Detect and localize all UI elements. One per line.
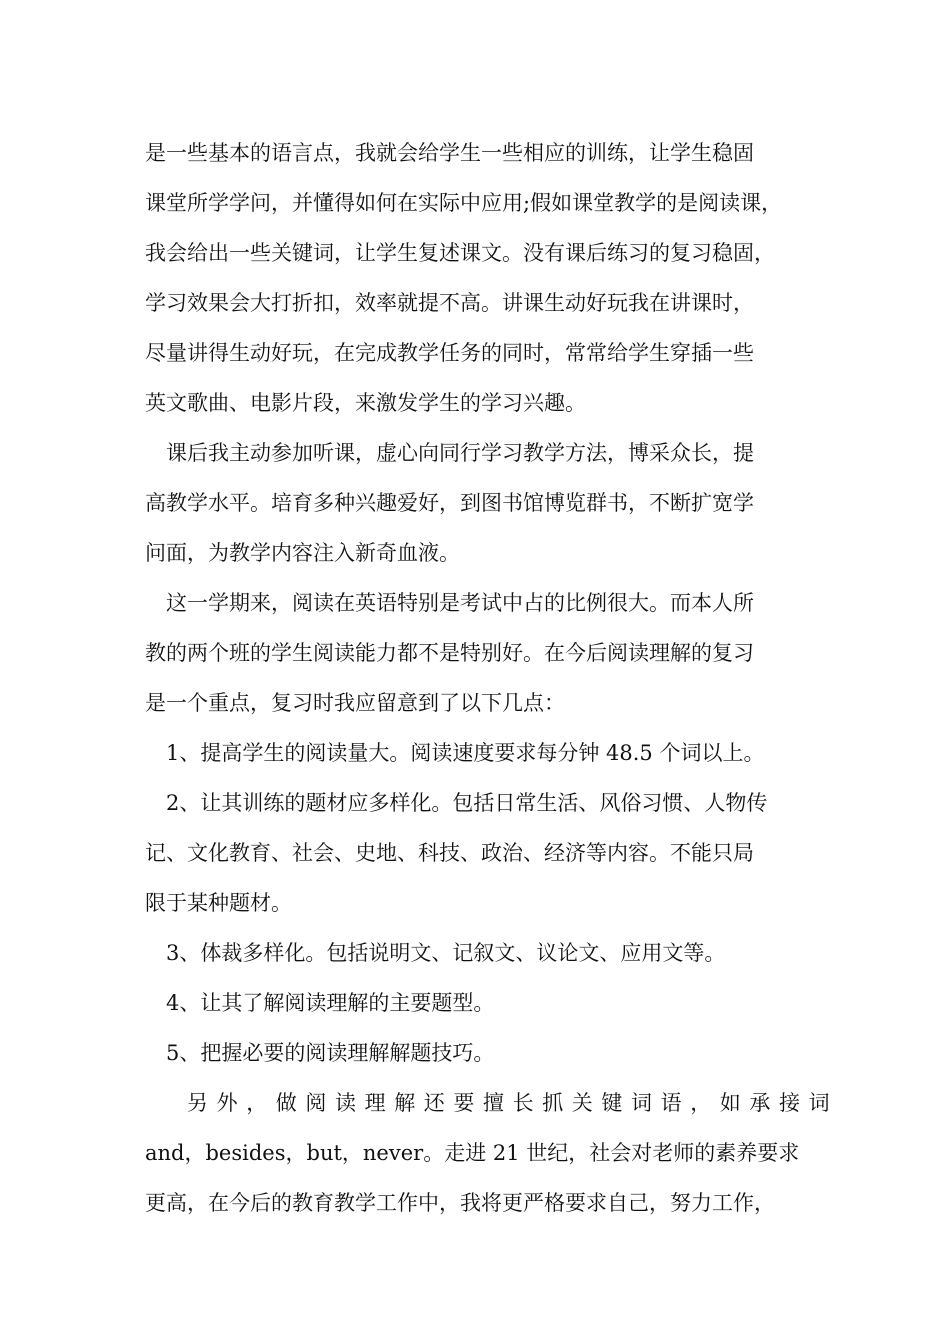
text-line: 学习效果会大打折扣，效率就提不高。讲课生动好玩我在讲课时， [145, 291, 754, 315]
text-line: 4、让其了解阅读理解的主要题型。 [166, 991, 495, 1015]
paragraph-teaching-practice [145, 128, 810, 428]
text-line: 高教学水平。培育多种兴趣爱好，到图书馆博览群书，不断扩宽学 [145, 491, 754, 515]
list-item-5 [145, 1028, 810, 1078]
paragraph-lesson-observation [145, 428, 810, 578]
text-line: 课堂所学学问，并懂得如何在实际中应用;假如课堂教学的是阅读课， [145, 191, 783, 215]
text-line: 3、体裁多样化。包括说明文、记叙文、议论文、应用文等。 [166, 941, 726, 965]
paragraph-reading-focus [145, 578, 810, 728]
text-line: 记、文化教育、社会、史地、科技、政治、经济等内容。不能只局 [145, 841, 754, 865]
text-line: 更高，在今后的教育教学工作中，我将更严格要求自己，努力工作， [145, 1191, 775, 1215]
list-item-1 [145, 728, 810, 778]
text-line: 5、把握必要的阅读理解解题技巧。 [166, 1041, 495, 1065]
list-item-4 [145, 978, 810, 1028]
text-line: 英文歌曲、电影片段，来激发学生的学习兴趣。 [145, 391, 586, 415]
text-line: 1、提高学生的阅读量大。阅读速度要求每分钟 48.5 个词以上。 [166, 741, 765, 765]
text-line: 是一个重点，复习时我应留意到了以下几点： [145, 691, 565, 715]
text-line: 问面，为教学内容注入新奇血液。 [145, 541, 460, 565]
text-line: 课后我主动参加听课，虚心向同行学习教学方法，博采众长，提 [166, 441, 754, 465]
text-line: 教的两个班的学生阅读能力都不是特别好。在今后阅读理解的复习 [145, 641, 754, 665]
text-line: 我会给出一些关键词，让学生复述课文。没有课后练习的复习稳固， [145, 241, 775, 265]
text-line: 另外，做阅读理解还要擅长抓关键词语，如承接词 [187, 1091, 839, 1115]
paragraph-keywords [145, 1078, 839, 1228]
text-line: and，besides，but，never。走进 21 世纪，社会对老师的素养要求 [145, 1141, 800, 1165]
document-body [145, 128, 839, 1228]
text-line: 这一学期来，阅读在英语特别是考试中占的比例很大。而本人所 [166, 591, 754, 615]
text-line: 尽量讲得生动好玩，在完成教学任务的同时，常常给学生穿插一些 [145, 341, 754, 365]
text-line: 2、让其训练的题材应多样化。包括日常生活、风俗习惯、人物传 [166, 791, 768, 815]
text-line: 是一些基本的语言点，我就会给学生一些相应的训练，让学生稳固 [145, 141, 754, 165]
text-line: 限于某种题材。 [145, 891, 292, 915]
list-item-3 [145, 928, 810, 978]
list-item-2 [145, 778, 810, 928]
